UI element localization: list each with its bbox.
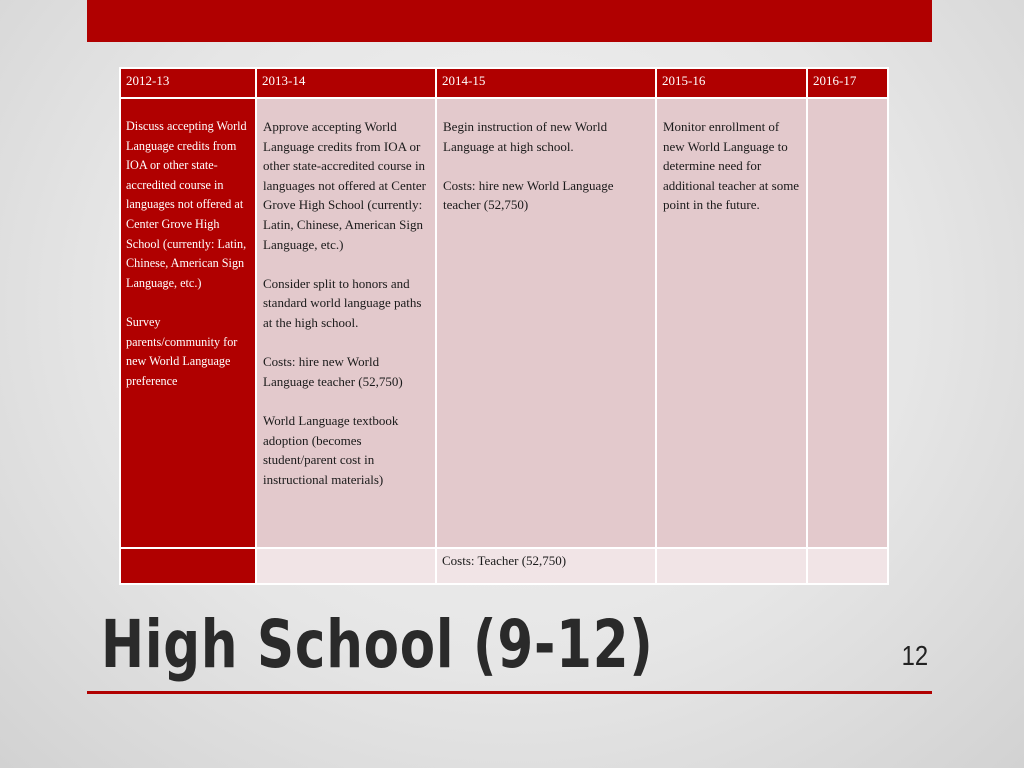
cell-paragraph: Discuss accepting World Language credits from IOA or other state-accredited course in languages not offered at Center Grove High School (currently: Latin, Chinese, American Sign Language, etc.): [126, 119, 247, 290]
cell-2013-14: [256, 98, 436, 548]
cell-paragraph: World Language textbook adoption (becomes student/parent cost in instructional materials): [263, 412, 399, 487]
cell-paragraph: Monitor enrollment of new World Language to determine need for additional teacher at some point in the future.: [663, 119, 800, 213]
table-row: [120, 98, 888, 548]
header-2013-14: 2013-14: [256, 68, 436, 98]
footer-cell-2013-14: [256, 548, 436, 584]
cell-paragraph: Consider split to honors and standard world language paths at the high school.: [263, 275, 422, 330]
footer-cell-2014-15: Costs: Teacher (52,750): [436, 548, 656, 584]
cell-2016-17: [807, 98, 888, 548]
table-header-row: [120, 68, 888, 98]
footer-cell-2012-13: [120, 548, 256, 584]
cell-paragraph: Costs: hire new World Language teacher (52,750): [443, 177, 614, 213]
footer-cell-2015-16: [656, 548, 807, 584]
header-2012-13: 2012-13: [120, 68, 256, 98]
cell-2012-13: [120, 98, 256, 548]
page-number: 12: [901, 640, 928, 671]
footer-cell-2016-17: [807, 548, 888, 584]
bottom-divider: [87, 691, 932, 694]
header-2014-15: 2014-15: [436, 68, 656, 98]
cell-paragraph: Survey parents/community for new World Language preference: [126, 314, 238, 388]
cell-paragraph: Approve accepting World Language credits from IOA or other state-accredited course in languages not offered at Center Grove High School (currently: Latin, Chinese, American Sign Language, etc.): [263, 119, 426, 252]
cell-2015-16: [656, 98, 807, 548]
top-accent-band: [87, 0, 932, 42]
cell-paragraph: Begin instruction of new World Language at high school.: [443, 119, 608, 154]
table-row: [120, 548, 888, 584]
cell-paragraph: Costs: hire new World Language teacher (52,750): [263, 354, 403, 389]
header-2015-16: 2015-16: [656, 68, 807, 98]
slide-title: High School (9-12): [101, 606, 654, 683]
header-2016-17: 2016-17: [807, 68, 888, 98]
cell-2014-15: [436, 98, 656, 548]
world-language-plan-table: [119, 67, 889, 585]
